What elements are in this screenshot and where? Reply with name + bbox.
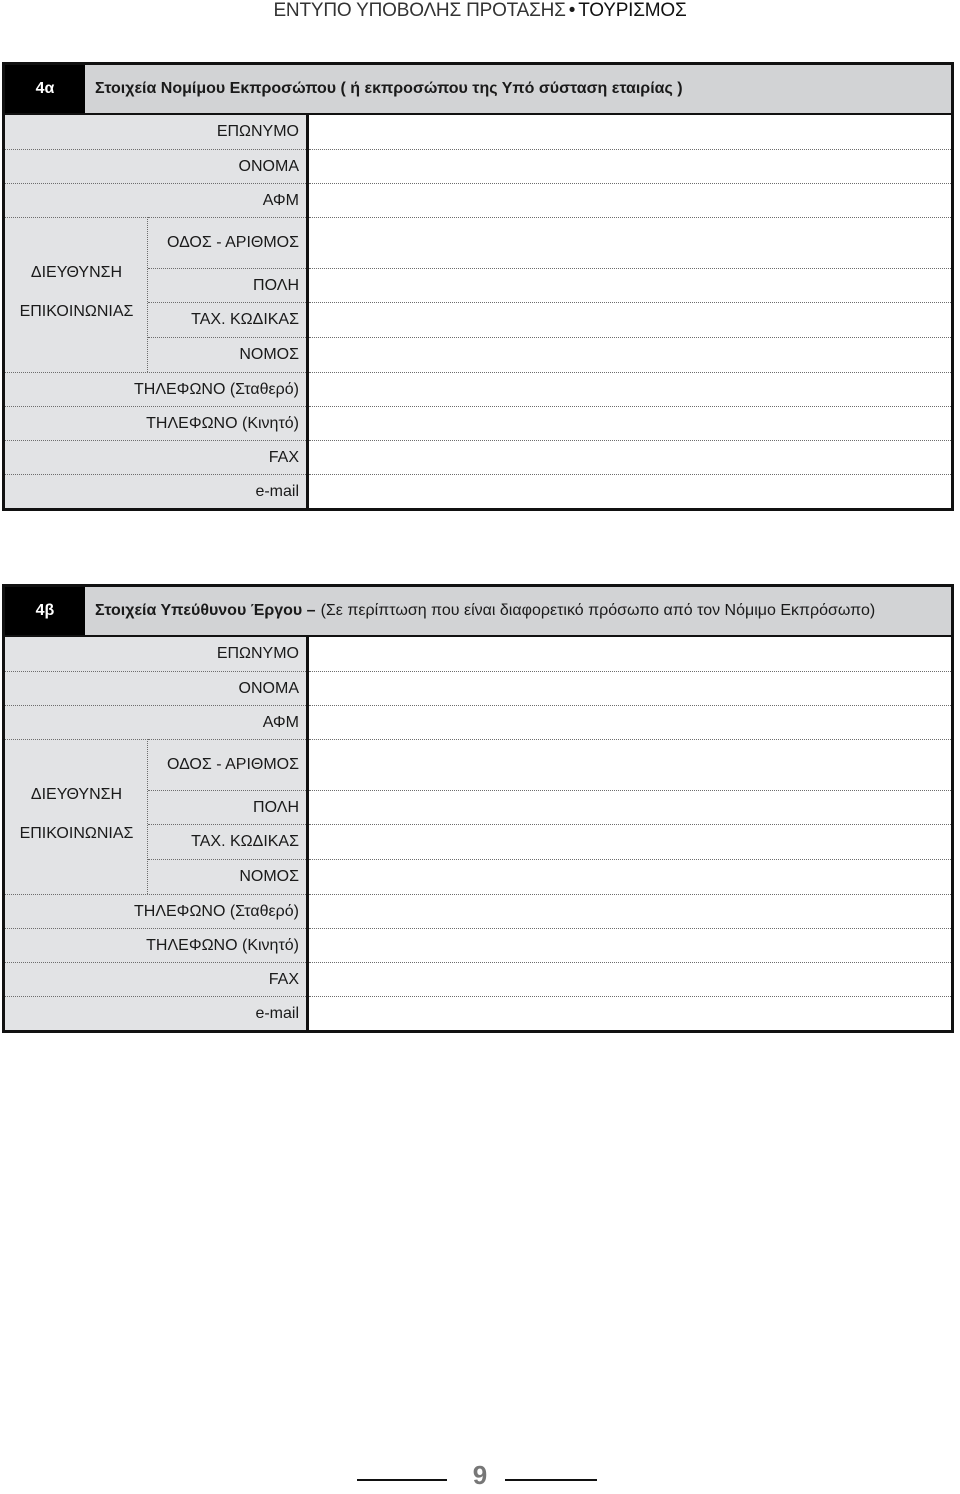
label-row-prefecture — [148, 859, 306, 894]
surname-field[interactable] — [309, 671, 951, 706]
label-row-email — [5, 474, 306, 508]
city-label: ΠΟΛΗ — [253, 277, 299, 294]
label-row-street — [148, 739, 306, 790]
label-row-phone-landline — [5, 894, 306, 928]
name-label: ΟΝΟΜΑ — [238, 158, 299, 175]
label-row-prefecture — [148, 337, 306, 372]
label-row-afm — [5, 183, 306, 217]
afm-label: ΑΦΜ — [262, 714, 299, 731]
phone-landline-label: ΤΗΛΕΦΩΝΟ (Σταθερό) — [133, 381, 299, 398]
header-title-right: ΤΟΥΡΙΣΜΟΣ — [578, 0, 687, 21]
label-row-afm — [5, 705, 306, 739]
city-field[interactable] — [309, 302, 951, 338]
afm-field[interactable] — [309, 739, 951, 791]
label-row-email — [5, 996, 306, 1030]
page-header — [0, 0, 960, 26]
value-column — [309, 637, 951, 1030]
address-block-label — [5, 217, 148, 372]
phone-mobile-label: ΤΗΛΕΦΩΝΟ (Κινητό) — [146, 937, 299, 954]
label-row-phone-mobile — [5, 406, 306, 440]
name-field[interactable] — [309, 705, 951, 740]
fax-label: FAX — [268, 449, 299, 466]
address-label-line2: ΕΠΙΚΟΙΝΩΝΙΑΣ — [19, 825, 134, 842]
label-row-fax — [5, 962, 306, 996]
header-title-left: ΕΝΤΥΠΟ ΥΠΟΒΟΛΗΣ ΠΡΟΤΑΣΗΣ — [273, 0, 566, 21]
prefecture-label: ΝΟΜΟΣ — [239, 868, 299, 885]
section-header — [5, 587, 951, 637]
section-title — [95, 587, 875, 635]
name-label: ΟΝΟΜΑ — [238, 680, 299, 697]
surname-label: ΕΠΩΝΥΜΟ — [216, 123, 299, 140]
label-row-fax — [5, 440, 306, 474]
email-label: e-mail — [255, 1005, 299, 1022]
section-number: 4β — [5, 587, 85, 635]
value-column — [309, 115, 951, 508]
label-row-city — [148, 790, 306, 824]
phone-mobile-field[interactable] — [309, 962, 951, 997]
section-title-text: Στοιχεία Νομίμου Εκπροσώπου ( ή εκπροσώπου της Υπό σύσταση εταιρίας ) — [95, 80, 683, 97]
address-block-label — [5, 739, 148, 894]
postcode-label: ΤΑΧ. ΚΩΔΙΚΑΣ — [191, 833, 299, 850]
label-row-surname — [5, 637, 306, 671]
header-bullet: • — [568, 0, 576, 21]
prefecture-field[interactable] — [309, 894, 951, 929]
section-4b-project-manager — [2, 584, 954, 1033]
label-row-postcode — [148, 824, 306, 859]
section-number: 4α — [5, 65, 85, 113]
label-row-phone-mobile — [5, 928, 306, 962]
street-field[interactable] — [309, 268, 951, 303]
label-column — [5, 115, 309, 508]
surname-field[interactable] — [309, 149, 951, 184]
phone-mobile-field[interactable] — [309, 440, 951, 475]
afm-label: ΑΦΜ — [262, 192, 299, 209]
page-number: 9 — [472, 1460, 488, 1490]
city-label: ΠΟΛΗ — [253, 799, 299, 816]
address-label-line2: ΕΠΙΚΟΙΝΩΝΙΑΣ — [19, 303, 134, 320]
section-title-bold: Στοιχεία Υπεύθυνου Έργου – — [95, 602, 316, 619]
label-row-postcode — [148, 302, 306, 337]
postcode-field[interactable] — [309, 859, 951, 895]
street-label: ΟΔΟΣ - ΑΡΙΘΜΟΣ — [166, 234, 299, 251]
footer-rule-right — [505, 1479, 597, 1481]
street-field[interactable] — [309, 790, 951, 825]
address-label-line1: ΔΙΕΥΘΥΝΣΗ — [30, 786, 123, 803]
label-row-surname — [5, 115, 306, 149]
phone-mobile-label: ΤΗΛΕΦΩΝΟ (Κινητό) — [146, 415, 299, 432]
label-row-name — [5, 671, 306, 705]
fax-field[interactable] — [309, 996, 951, 1031]
section-title-note: (Σε περίπτωση που είναι διαφορετικό πρόσωπο από τον Νόμιμο Εκπρόσωπο) — [320, 602, 876, 619]
address-label-line1: ΔΙΕΥΘΥΝΣΗ — [30, 264, 123, 281]
email-label: e-mail — [255, 483, 299, 500]
prefecture-label: ΝΟΜΟΣ — [239, 346, 299, 363]
label-row-phone-landline — [5, 372, 306, 406]
phone-landline-field[interactable] — [309, 928, 951, 963]
section-title — [95, 65, 683, 113]
street-label: ΟΔΟΣ - ΑΡΙΘΜΟΣ — [166, 756, 299, 773]
form-rows — [5, 115, 951, 508]
section-4a-legal-representative — [2, 62, 954, 511]
label-column — [5, 637, 309, 1030]
postcode-field[interactable] — [309, 337, 951, 373]
postcode-label: ΤΑΧ. ΚΩΔΙΚΑΣ — [191, 311, 299, 328]
name-field[interactable] — [309, 183, 951, 218]
fax-field[interactable] — [309, 474, 951, 509]
prefecture-field[interactable] — [309, 372, 951, 407]
surname-label: ΕΠΩΝΥΜΟ — [216, 645, 299, 662]
section-header — [5, 65, 951, 115]
label-row-name — [5, 149, 306, 183]
label-row-city — [148, 268, 306, 302]
fax-label: FAX — [268, 971, 299, 988]
afm-field[interactable] — [309, 217, 951, 269]
phone-landline-label: ΤΗΛΕΦΩΝΟ (Σταθερό) — [133, 903, 299, 920]
form-rows — [5, 637, 951, 1030]
city-field[interactable] — [309, 824, 951, 860]
phone-landline-field[interactable] — [309, 406, 951, 441]
label-row-street — [148, 217, 306, 268]
